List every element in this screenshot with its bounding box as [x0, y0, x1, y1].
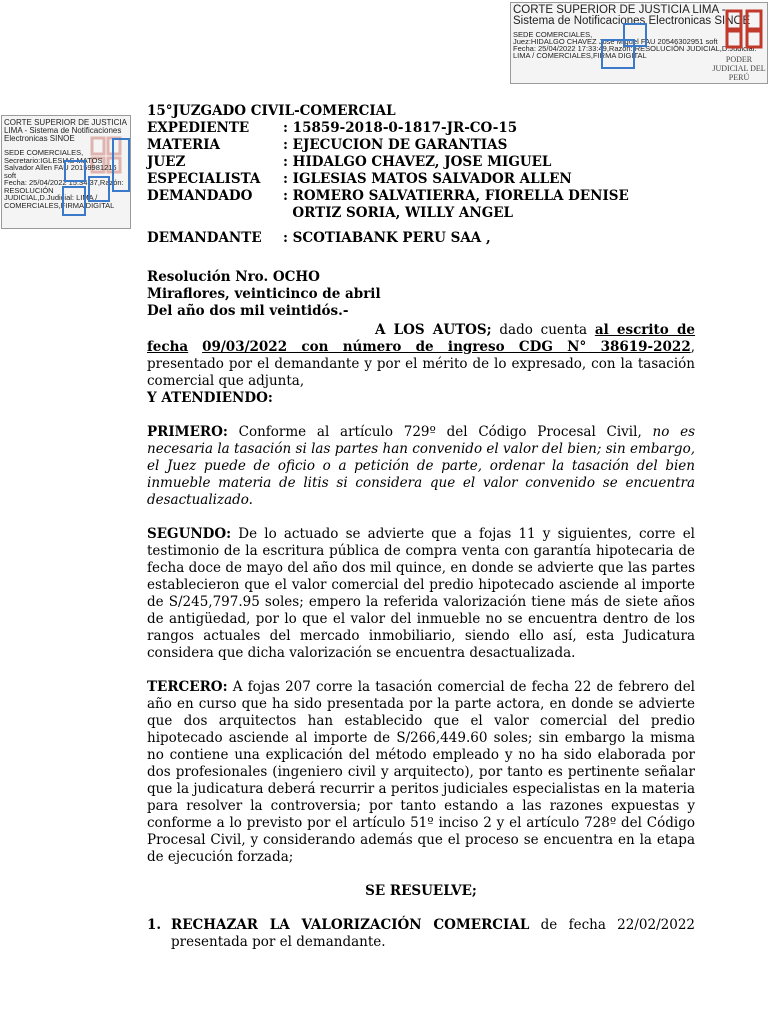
- header-key: [147, 205, 283, 222]
- stamp-line: SEDE COMERCIALES,: [4, 148, 84, 157]
- header-value: : SCOTIABANK PERU SAA ,: [283, 230, 491, 246]
- court-name: 15°JUZGADO CIVIL-COMERCIAL: [147, 103, 396, 119]
- resolution-year: Del año dos mil veintidós.-: [147, 303, 349, 319]
- primero-italic: no es necesaria la tasación si las partes han convenido el valor del bien; sin embargo, el Juez puede de oficio o a petición de parte, ordenar la tasación del bien inmueble materia de litis si considera que el valor convenido se encuentra desactualizado.: [147, 424, 695, 508]
- signature-mark: [64, 160, 86, 182]
- atendiendo-heading: Y ATENDIENDO:: [147, 390, 273, 406]
- header-value: : 15859-2018-0-1817-JR-CO-15: [283, 120, 518, 136]
- segundo-paragraph: [147, 526, 695, 662]
- header-key: MATERIA: [147, 137, 221, 153]
- header-key: DEMANDADO: [147, 188, 253, 204]
- list-item: [147, 917, 695, 951]
- digital-signature-stamp-left: [1, 115, 131, 229]
- autos-text: , presentado por el demandante y por el mérito de lo expresado, con la tasación comercial que adjunta,: [147, 339, 696, 389]
- tercero-text: A fojas 207 corre la tasación comercial de fecha 22 de febrero del año en curso que ha sido presentada por la parte actora, en donde se advierte que dos arquitectos han establecido que el valor comercial del predio hipotecado asciende al importe de S/266,449.60 soles; sin embargo la misma no contiene una explicación del método empleado y no ha sido elaborada por dos profesionales (ingeniero civil y arquitecto), por tanto es pertinente señalar que la judicatura deberá recurrir a peritos judiciales especialistas en la materia para resolver la controversia; por tanto estando a las razones expuestas y conforme a lo previsto por el artículo 51º inciso 2 y el artículo 728º del Código Procesal Civil, y considerando además que el proceso se encuentra en la etapa de ejecución forzada;: [147, 679, 695, 865]
- autos-underlined: al escrito de fecha: [147, 322, 696, 355]
- stamp-line: Fecha: 25/04/2022 17:33:49,Razón: RESOLUCIÓN JUDICIAL,D.Judicial:: [513, 44, 757, 53]
- header-key: EXPEDIENTE: [147, 120, 250, 136]
- primero-text: Conforme al artículo 729º del Código Procesal Civil,: [227, 424, 653, 440]
- stamp-line: Fecha: 25/04/2022 15:34:37,Razón:: [4, 178, 124, 187]
- tercero-paragraph: [147, 679, 695, 866]
- list-text: de fecha 22/02/2022 presentada por el demandante.: [171, 917, 695, 950]
- header-row-expediente: [147, 120, 695, 137]
- se-resuelve-heading: SE RESUELVE;: [365, 883, 477, 899]
- autos-paragraph: [147, 322, 695, 390]
- header-key: JUEZ: [147, 154, 186, 170]
- header-value: : ROMERO SALVATIERRA, FIORELLA DENISE: [283, 188, 629, 204]
- header-key: DEMANDANTE: [147, 230, 262, 246]
- header-row-demandado: [147, 188, 695, 205]
- header-row-juez: [147, 154, 695, 171]
- stamp-line: Salvador Allen FAU 20159981216: [4, 163, 117, 172]
- header-value: : EJECUCION DE GARANTIAS: [283, 137, 508, 153]
- logo-text: PODER JUDICIAL DEL PERÚ: [712, 55, 766, 82]
- stamp-line: Secretario:IGLESIAS MATOS: [4, 155, 103, 165]
- header-value: : HIDALGO CHAVEZ, JOSE MIGUEL: [283, 154, 552, 170]
- signature-mark: [112, 138, 130, 192]
- stamp-title: CORTE SUPERIOR DE JUSTICIA LIMA - Sistema de Notificaciones Electronicas SINOE: [4, 118, 127, 143]
- signature-mark: [623, 23, 647, 47]
- primero-label: PRIMERO:: [147, 424, 228, 440]
- header-value: ORTIZ SORIA, WILLY ANGEL: [283, 205, 514, 221]
- signature-mark: [88, 176, 110, 202]
- header-row-demandante: [147, 230, 695, 247]
- resolution-place-date: Miraflores, veinticinco de abril: [147, 286, 381, 302]
- stamp-line: LIMA / COMERCIALES,FIRMA DIGITAL: [513, 51, 647, 60]
- autos-underlined: 09/03/2022 con número de ingreso CDG N° 38619-2022: [202, 339, 691, 355]
- stamp-line: COMERCIALES,FIRMA DIGITAL: [4, 200, 115, 210]
- digital-signature-stamp-top: [510, 2, 768, 84]
- segundo-text: De lo actuado se advierte que a fojas 11 y siguientes, corre el testimonio de la escritura pública de compra venta con garantía hipotecaria de fecha doce de mayo del año dos mil quince, en donde se advierte que las partes establecieron que el valor comercial del predio hipotecado asciende al importe de S/245,797.95 soles; empero la referida valorización tiene más de siete años de antigüedad, por lo que el valor del inmueble no se encuentra dentro de los rangos actuales del mercado inmobiliario, siendo ello así, esta Judicatura considera que dicha valorización se encuentra desactualizada.: [147, 526, 695, 661]
- primero-paragraph: [147, 424, 695, 509]
- resolution-number: Resolución Nro. OCHO: [147, 269, 320, 285]
- poder-judicial-logo-icon: [723, 7, 767, 51]
- header-row-materia: [147, 137, 695, 154]
- tercero-label: TERCERO:: [147, 679, 228, 695]
- stamp-title: CORTE SUPERIOR DE JUSTICIA LIMA - Sistema de Notificaciones Electronicas SINOE: [513, 4, 751, 27]
- stamp-line: Juez:HIDALGO CHAVEZ Jose Miguel FAU 20546302951 soft: [513, 37, 718, 46]
- header-key: ESPECIALISTA: [147, 171, 261, 187]
- autos-text: dado cuenta: [491, 322, 595, 338]
- header-row-especialista: [147, 171, 695, 188]
- stamp-line: soft: [4, 170, 17, 180]
- signature-mark: [62, 186, 86, 216]
- header-row-demandado-cont: [147, 205, 695, 222]
- list-body: [171, 917, 695, 951]
- stamp-line: SEDE COMERCIALES,: [513, 30, 593, 39]
- header-value: : IGLESIAS MATOS SALVADOR ALLEN: [283, 171, 572, 187]
- segundo-label: SEGUNDO:: [147, 526, 232, 542]
- stamp-line: JUDICIAL,D.Judicial: LIMA /: [4, 193, 98, 202]
- list-number: 1.: [147, 917, 162, 933]
- stamp-line: RESOLUCIÓN: [4, 185, 54, 195]
- resolution-document: [147, 103, 695, 951]
- list-bold: RECHAZAR LA VALORIZACIÓN COMERCIAL: [171, 917, 530, 933]
- autos-lead: A LOS AUTOS;: [375, 322, 492, 338]
